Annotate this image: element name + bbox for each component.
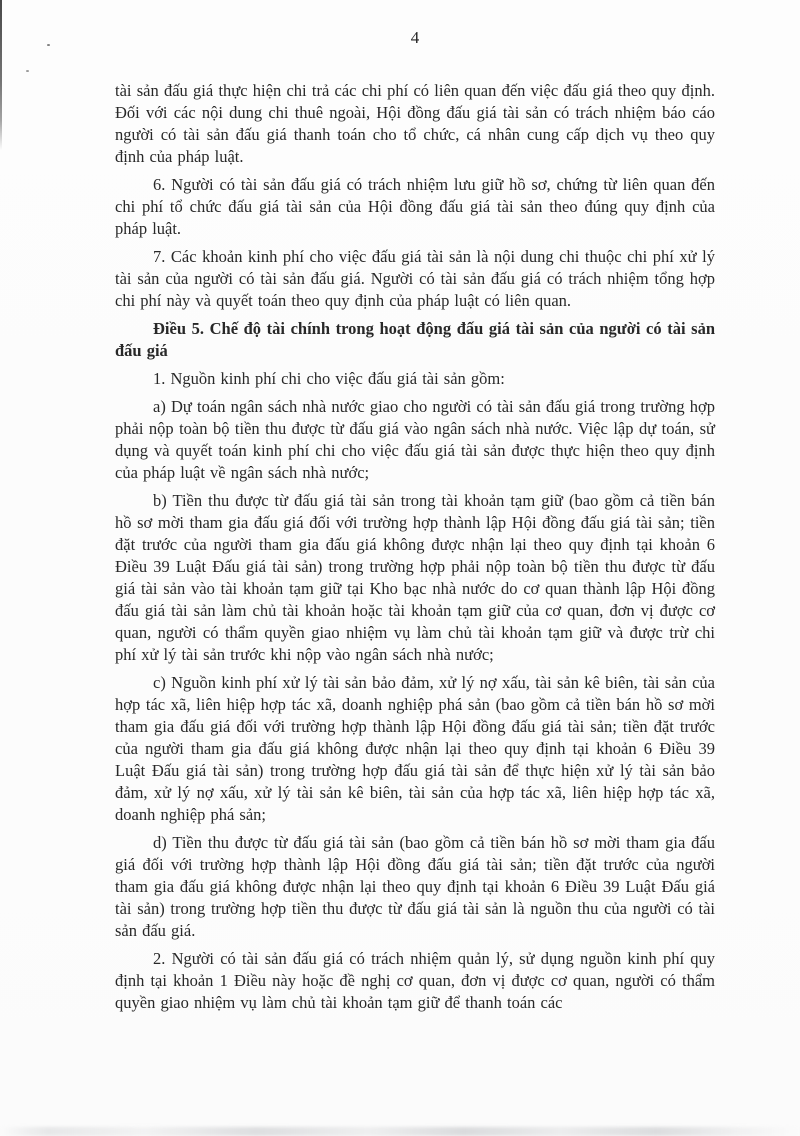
document-body <box>115 80 715 1020</box>
paragraph-point-a: a) Dự toán ngân sách nhà nước giao cho người có tài sản đấu giá trong trường hợp phải nộp toàn bộ tiền thu được từ đấu giá vào ngân sách nhà nước. Việc lập dự toán, sử dụng và quyết toán kinh phí chi cho việc đấu giá tài sản được thực hiện theo quy định của pháp luật về ngân sách nhà nước; <box>115 397 715 482</box>
scan-edge-artifact <box>0 0 2 150</box>
article-5-heading: Điều 5. Chế độ tài chính trong hoạt động đấu giá tài sản của người có tài sản đấu giá <box>115 319 715 360</box>
paragraph-point-d: d) Tiền thu được từ đấu giá tài sản (bao gồm cả tiền bán hồ sơ mời tham gia đấu giá đối với trường hợp thành lập Hội đồng đấu giá tài sản; tiền đặt trước của người tham gia đấu giá không được nhận lại theo quy định tại khoản 6 Điều 39 Luật Đấu giá tài sản) trong trường hợp tiền thu được từ đấu giá tài sản là nguồn thu của người có tài sản đấu giá. <box>115 833 715 940</box>
paragraph-clause-6: 6. Người có tài sản đấu giá có trách nhiệm lưu giữ hồ sơ, chứng từ liên quan đến chi phí tổ chức đấu giá tài sản của Hội đồng đấu giá tài sản theo đúng quy định của pháp luật. <box>115 175 715 238</box>
paragraph-clause-2: 2. Người có tài sản đấu giá có trách nhiệm quản lý, sử dụng nguồn kinh phí quy định tại khoản 1 Điều này hoặc đề nghị cơ quan, đơn vị được cơ quan, người có thẩm quyền giao nhiệm vụ làm chủ tài khoản tạm giữ để thanh toán các <box>115 949 715 1012</box>
scan-speck <box>47 44 50 46</box>
paragraph-clause-7: 7. Các khoản kinh phí cho việc đấu giá tài sản là nội dung chi thuộc chi phí xử lý tài sản của người có tài sản đấu giá. Người có tài sản đấu giá có trách nhiệm tổng hợp chi phí này và quyết toán theo quy định của pháp luật có liên quan. <box>115 247 715 310</box>
paragraph-point-c: c) Nguồn kinh phí xử lý tài sản bảo đảm, xử lý nợ xấu, tài sản kê biên, tài sản của hợp tác xã, liên hiệp hợp tác xã, doanh nghiệp phá sản (bao gồm cả tiền bán hồ sơ mời tham gia đấu giá đối với trường hợp thành lập Hội đồng đấu giá tài sản; tiền đặt trước của người tham gia đấu giá không được nhận lại theo quy định tại khoản 6 Điều 39 Luật Đấu giá tài sản) trong trường hợp đấu giá tài sản để thực hiện xử lý tài sản bảo đảm, xử lý nợ xấu, xử lý tài sản kê biên, tài sản của hợp tác xã, liên hiệp hợp tác xã, doanh nghiệp phá sản; <box>115 673 715 824</box>
paragraph-clause-1: 1. Nguồn kinh phí chi cho việc đấu giá tài sản gồm: <box>153 369 505 388</box>
paragraph-continuation: tài sản đấu giá thực hiện chi trả các chi phí có liên quan đến việc đấu giá theo quy định. Đối với các nội dung chi thuê ngoài, Hội đồng đấu giá tài sản có trách nhiệm báo cáo người có tài sản đấu giá thanh toán cho tổ chức, cá nhân cung cấp dịch vụ theo quy định của pháp luật. <box>115 81 715 166</box>
page-number: 4 <box>410 28 420 47</box>
paragraph-point-b: b) Tiền thu được từ đấu giá tài sản trong tài khoản tạm giữ (bao gồm cả tiền bán hồ sơ mời tham gia đấu giá đối với trường hợp thành lập Hội đồng đấu giá tài sản; tiền đặt trước của người tham gia đấu giá không được nhận lại theo quy định tại khoản 6 Điều 39 Luật Đấu giá tài sản) trong trường hợp phải nộp toàn bộ tiền thu được từ đấu giá tài sản vào tài khoản tạm giữ tại Kho bạc nhà nước do cơ quan thành lập Hội đồng đấu giá tài sản làm chủ tài khoản hoặc tài khoản tạm giữ của cơ quan, đơn vị được cơ quan, người có thẩm quyền giao nhiệm vụ làm chủ tài khoản tạm giữ và được trừ chi phí xử lý tài sản trước khi nộp vào ngân sách nhà nước; <box>115 491 715 664</box>
scan-smudge-band <box>0 1127 800 1136</box>
scan-speck <box>26 70 29 72</box>
